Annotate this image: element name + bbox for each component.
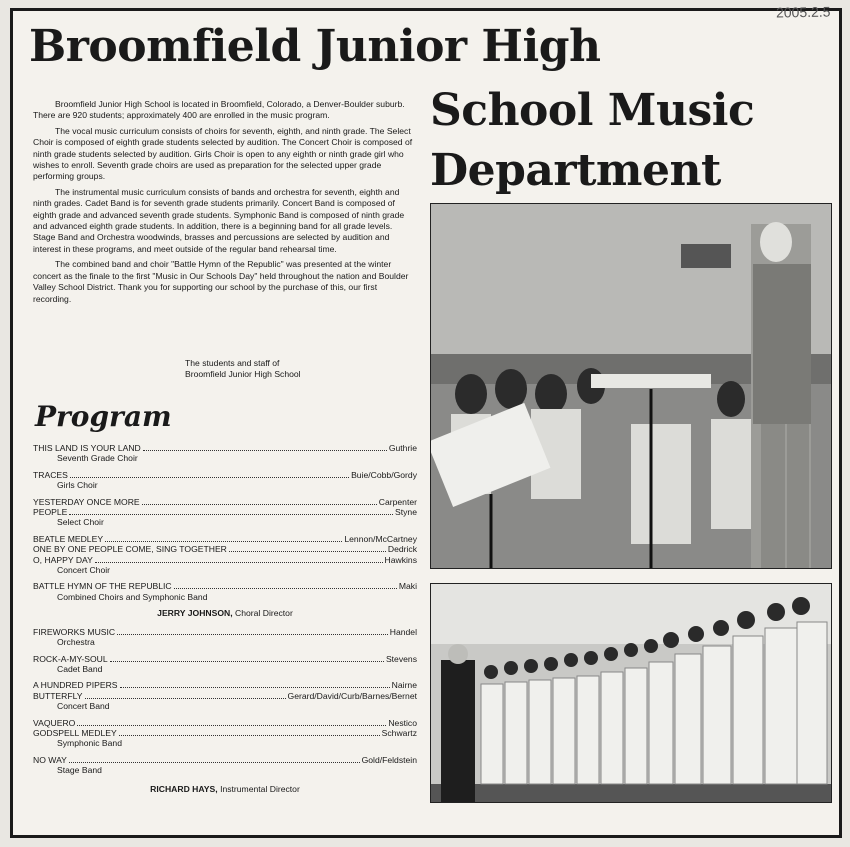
director-name: RICHARD HAYS,	[150, 783, 218, 794]
program-entry	[33, 718, 417, 728]
dot-leader	[95, 562, 383, 563]
composer: Carpenter	[378, 496, 417, 507]
choral-program-list	[33, 443, 417, 602]
program-entry	[33, 470, 417, 480]
intro-paragraph: The instrumental music curriculum consists of bands and orchestra for seventh, eighth and ninth grades. Cadet Band is for seventh grade students primarily. Concert Band is composed of eighth grade and advanced seventh grade students. Symphonic Band is composed of ninth grade and advanced eighth grade students. In addition, there is a beginning band for all grade levels. Stage Band and Orchestra woodwinds, brasses and percussions are selected by audition and interest in these programs, and meet outside of the regular band rehearsal time.	[33, 186, 405, 254]
program-entry	[33, 680, 417, 690]
instrumental-program-list	[33, 627, 417, 776]
program-entry	[33, 497, 417, 507]
composer: Lennon/McCartney	[344, 533, 417, 544]
ensemble-name: Combined Choirs and Symphonic Band	[57, 591, 208, 602]
composer: Gerard/David/Curb/Barnes/Bernet	[287, 690, 417, 701]
instrumental-director	[33, 784, 417, 794]
choral-director	[33, 608, 417, 618]
song-title: ONE BY ONE PEOPLE COME, SING TOGETHER	[33, 544, 227, 555]
dot-leader	[142, 504, 377, 505]
dot-leader	[70, 477, 349, 478]
song-title: NO WAY	[33, 754, 67, 765]
composer: Dedrick	[387, 544, 417, 555]
title-line-2: School Music	[430, 85, 755, 136]
director-role: Choral Director	[235, 608, 293, 619]
song-title: GODSPELL MEDLEY	[33, 727, 117, 738]
dot-leader	[117, 634, 388, 635]
intro-text	[33, 99, 415, 309]
song-title: A HUNDRED PIPERS	[33, 680, 118, 691]
song-title: BATTLE HYMN OF THE REPUBLIC	[33, 581, 172, 592]
song-title: ROCK-A-MY-SOUL	[33, 653, 108, 664]
program-heading: Program	[35, 400, 172, 433]
program-entry	[33, 581, 417, 591]
signature-line: Broomfield Junior High School	[185, 369, 301, 380]
song-title: BEATLE MEDLEY	[33, 533, 104, 544]
program-entry	[33, 443, 417, 453]
song-title: PEOPLE	[33, 507, 68, 518]
composer: Buie/Cobb/Gordy	[351, 469, 417, 480]
dot-leader	[69, 514, 393, 515]
song-title: FIREWORKS MUSIC	[33, 626, 116, 637]
dot-leader	[174, 588, 397, 589]
dot-leader	[85, 698, 286, 699]
title-line-3: Department	[430, 145, 721, 196]
program-entry	[33, 544, 417, 554]
choir-photo-illustration	[431, 584, 831, 802]
program-entry	[33, 507, 417, 517]
ensemble-name: Select Choir	[57, 517, 104, 528]
composer: Nestico	[388, 717, 417, 728]
program-entry	[33, 654, 417, 664]
program-entry	[33, 534, 417, 544]
song-title: VAQUERO	[33, 717, 76, 728]
title-line-1: Broomfield Junior High	[29, 21, 601, 72]
dot-leader	[143, 450, 387, 451]
composer: Hawkins	[384, 554, 417, 565]
program-entry	[33, 691, 417, 701]
ensemble-name: Symphonic Band	[57, 738, 122, 749]
composer: Handel	[389, 626, 417, 637]
composer: Gold/Feldstein	[361, 754, 417, 765]
composer: Maki	[398, 581, 417, 592]
intro-paragraph: The vocal music curriculum consists of choirs for seventh, eighth, and ninth grade. The Select Choir is composed of eighth grade students selected by audition. The Concert Choir is composed of ninth grade students selected by audition. Girls Choir is open to any eighth or ninth grade girl who wishes to enroll. Seventh grade choirs are used as preparation for the selected upper grade performing groups.	[33, 125, 413, 182]
director-name: JERRY JOHNSON,	[157, 608, 233, 619]
ensemble-name: Cadet Band	[57, 663, 103, 674]
song-title: TRACES	[33, 469, 68, 480]
program-entry	[33, 755, 417, 765]
ensemble-name: Girls Choir	[57, 480, 98, 491]
composer: Schwartz	[381, 727, 417, 738]
program-entry	[33, 728, 417, 738]
ensemble-name: Orchestra	[57, 637, 95, 648]
dot-leader	[105, 541, 342, 542]
album-back-cover	[10, 8, 842, 838]
orchestra-photo	[430, 203, 832, 569]
director-role: Instrumental Director	[220, 783, 300, 794]
composer: Stevens	[385, 653, 417, 664]
song-title: THIS LAND IS YOUR LAND	[33, 443, 141, 453]
intro-paragraph: Broomfield Junior High School is located in Broomfield, Colorado, a Denver-Boulder suburb. There are 920 students; approximately 400 are enrolled in the music program.	[33, 99, 405, 121]
signature-line: The students and staff of	[185, 358, 280, 368]
ensemble-name: Concert Band	[57, 701, 110, 712]
catalog-number: 2005.2.5	[775, 3, 831, 21]
ensemble-name: Stage Band	[57, 765, 102, 776]
dot-leader	[229, 551, 386, 552]
song-title: O, HAPPY DAY	[33, 554, 93, 565]
signature	[185, 358, 301, 381]
dot-leader	[119, 735, 380, 736]
program-entry	[33, 627, 417, 637]
dot-leader	[77, 725, 386, 726]
song-title: YESTERDAY ONCE MORE	[33, 496, 140, 507]
song-title: BUTTERFLY	[33, 690, 83, 701]
dot-leader	[69, 762, 360, 763]
dot-leader	[110, 661, 384, 662]
orchestra-photo-illustration	[431, 204, 831, 568]
composer: Guthrie	[388, 443, 417, 453]
ensemble-name: Seventh Grade Choir	[57, 453, 138, 464]
choir-photo	[430, 583, 832, 803]
composer: Nairne	[391, 680, 417, 691]
program-list	[33, 443, 417, 802]
dot-leader	[120, 687, 390, 688]
program-entry	[33, 555, 417, 565]
composer: Styne	[395, 507, 417, 518]
intro-paragraph: The combined band and choir "Battle Hymn of the Republic" was presented at the winter concert as the finale to the first "Music in Our Schools Day" held throughout the nation and Boulder Valley School District. Thank you for supporting our school by the purchase of this, our first recording.	[33, 259, 409, 304]
ensemble-name: Concert Choir	[57, 565, 111, 576]
